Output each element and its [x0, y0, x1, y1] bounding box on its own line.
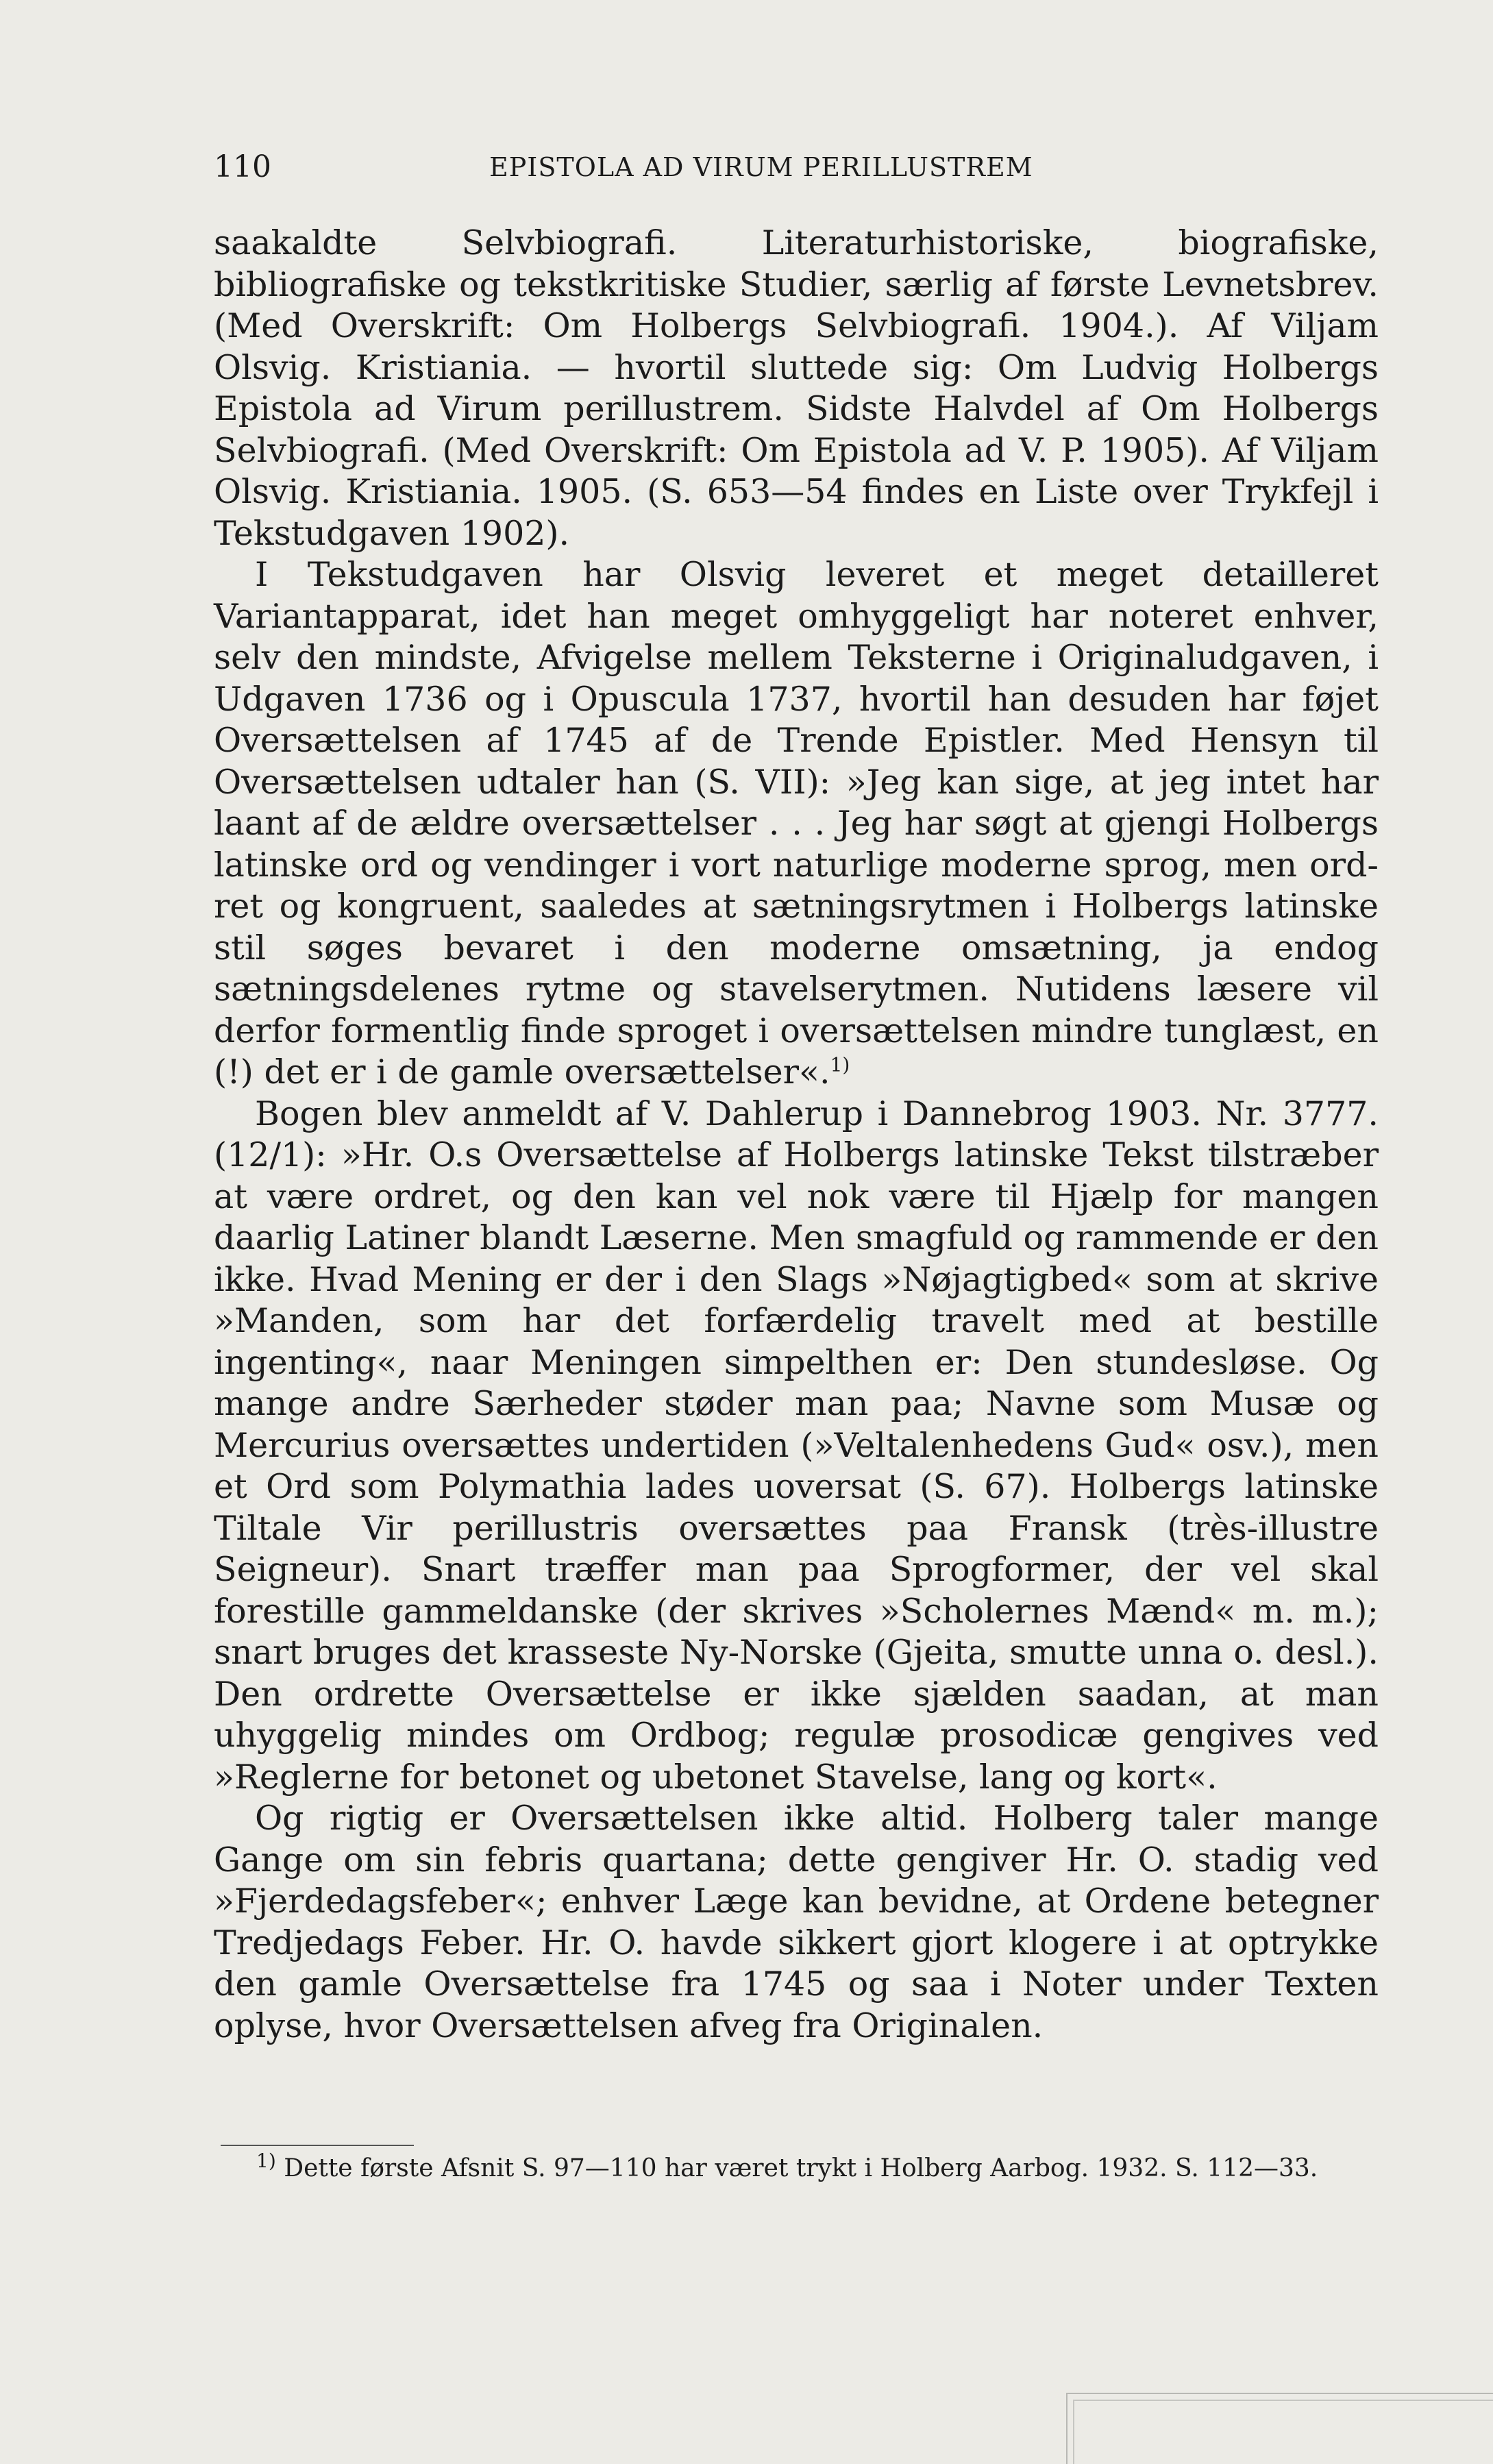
paragraph-1: saakaldte Selvbiografi. Literaturhistoriske, biografiske, bibliografiske og tekstkritiske Studier, særlig af første Levnetsbrev. (Med Overskrift: Om Holbergs Selvbiografi. 1904.). Af Viljam Olsvig. Kristiania. — hvortil sluttede sig: Om Ludvig Holbergs Epistola ad Virum perillustrem. Sidste Halvdel af Om Holbergs Selvbiografi. (Med Overskrift: Om Epistola ad V. P. 1905). Af Viljam Olsvig. Kristiania. 1905. (S. 653—54 findes en Liste over Trykfejl i Tekstudgaven 1902).	[214, 223, 1379, 553]
scan-corner-artifact	[1066, 2393, 1493, 2464]
body-text	[214, 223, 1379, 2047]
paragraph-2	[214, 554, 1379, 1094]
footnote-reference: 1)	[830, 1053, 850, 1076]
paragraph-3: Bogen blev anmeldt af V. Dahlerup i Dannebrog 1903. Nr. 3777. (12/1): »Hr. O.s Oversættelse af Holbergs latinske Tekst tilstræber at være ordret, og den kan vel nok være til Hjælp for mangen daarlig Latiner blandt Læserne. Men smagfuld og rammende er den ikke. Hvad Mening er der i den Slags »Nøjagtigbed« som at skrive »Manden, som har det forfærdelig travelt med at bestille ingenting«, naar Meningen simpelthen er: Den stundesløse. Og mange andre Særheder støder man paa; Navne som Musæ og Mercurius oversættes undertiden (»Veltalenhedens Gud« osv.), men et Ord som Polymathia lades uoversat (S. 67). Holbergs latinske Tiltale Vir perillustris oversættes paa Fransk (très-illustre Seigneur). Snart træffer man paa Sprogformer, der vel skal forestille gammeldanske (der skrives »Scholernes Mænd« m. m.); snart bruges det krasseste Ny-Norske (Gjeita, smutte unna o. desl.). Den ordrette Oversættelse er ikke sjælden saadan, at man uhyggelig mindes om Ordbog; regulæ prosodicæ gengives ved »Reglerne for betonet og ubetonet Stavelse, lang og kort«.	[214, 1094, 1379, 1797]
page-number: 110	[214, 149, 271, 184]
paragraph-4: Og rigtig er Oversættelsen ikke altid. Holberg taler mange Gange om sin febris quartana; dette gengiver Hr. O. stadig ved »Fjerdedagsfeber«; enhver Læge kan bevidne, at Ordene betegner Tredjedags Feber. Hr. O. havde sikkert gjort klogere i at optrykke den gamle Oversættelse fra 1745 og saa i Noter under Texten oplyse, hvor Oversættelsen afveg fra Originalen.	[214, 1799, 1379, 2045]
footnote-text: Dette første Afsnit S. 97—110 har været trykt i Holberg Aarbog. 1932. S. 112—33.	[284, 2154, 1318, 2182]
paragraph-2-text: I Tekstudgaven har Olsvig leveret et meget detailleret Variantapparat, idet han meget omhyggeligt har noteret enhver, selv den mindste, Afvigelse mellem Teksterne i Originaludgaven, i Udgaven 1736 og i Opuscula 1737, hvortil han desuden har føjet Oversættelsen af 1745 af de Trende Epistler. Med Hensyn til Oversættelsen udtaler han (S. VII): »Jeg kan sige, at jeg intet har laant af de ældre oversættelser . . . Jeg har søgt at gjengi Holbergs latinske ord og vendinger i vort naturlige moderne sprog, men ord-ret og kongruent, saaledes at sætningsrytmen i Holbergs latinske stil søges bevaret i den moderne omsætning, ja endog sætningsdelenes rytme og stavelserytmen. Nutidens læsere vil derfor formentlig finde sproget i oversættelsen mindre tunglæst, en (!) det er i de gamle oversættelser«.	[214, 555, 1379, 1092]
page-header	[214, 149, 1379, 190]
footnote-marker: 1)	[256, 2149, 276, 2172]
footnote	[214, 2149, 1379, 2186]
running-head: EPISTOLA AD VIRUM PERILLUSTREM	[489, 152, 1033, 182]
footnote-divider	[221, 2145, 414, 2146]
